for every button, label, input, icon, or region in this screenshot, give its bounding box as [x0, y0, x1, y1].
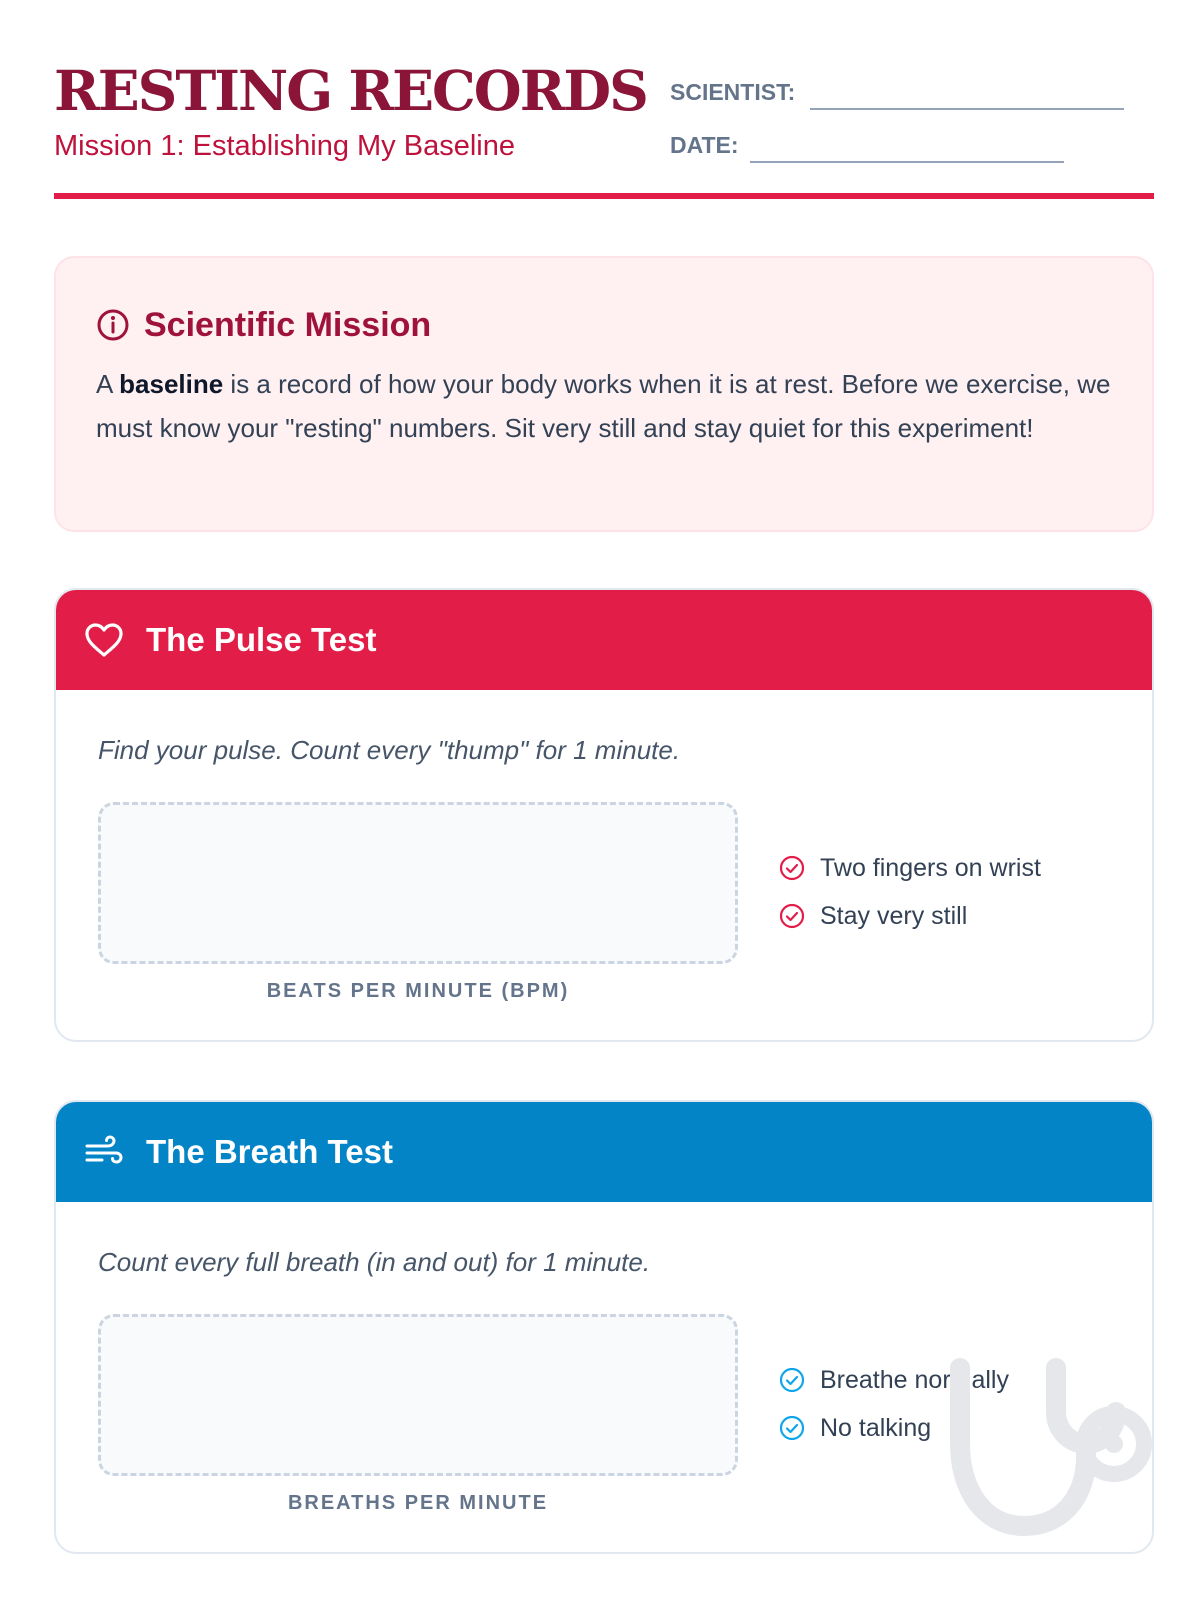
mission-box: [54, 256, 1154, 532]
pulse-test-title: The Pulse Test: [146, 621, 377, 658]
pulse-test-card: [54, 588, 1154, 1042]
pulse-instruction: Find your pulse. Count every "thump" for 1 minute.: [98, 735, 681, 765]
page-subtitle: Mission 1: Establishing My Baseline: [54, 130, 515, 162]
breaths-entry-box[interactable]: [98, 1314, 738, 1476]
tip-text: Breathe normally: [820, 1365, 1009, 1394]
check-circle-icon: [778, 902, 806, 930]
check-circle-icon: [778, 1366, 806, 1394]
date-field[interactable]: [750, 161, 1064, 163]
tip-text: Stay very still: [820, 901, 968, 930]
tip-item: [778, 852, 1138, 884]
scientist-label: SCIENTIST:: [670, 79, 796, 105]
baseline-term: baseline: [119, 369, 224, 399]
mission-text: A baseline is a record of how your body works when it is at rest. Before we exercise, we must know your "resting" numbers. Sit very still and stay quiet for this experiment!: [96, 369, 1111, 443]
mission-title: Scientific Mission: [144, 306, 432, 344]
wind-icon: [84, 1134, 124, 1170]
bpm-label: BEATS PER MINUTE (BPM): [266, 980, 570, 1002]
tip-text: No talking: [820, 1413, 932, 1442]
info-circle-icon: [96, 308, 130, 342]
pulse-tips: [778, 852, 1138, 948]
header-divider: [54, 193, 1154, 199]
date-label: DATE:: [670, 132, 739, 158]
page-title: RESTING RECORDS: [54, 58, 647, 123]
stethoscope-icon: [946, 1354, 1156, 1550]
bpm-entry-box[interactable]: [98, 802, 738, 964]
heart-icon: [84, 622, 124, 658]
breath-instruction: Count every full breath (in and out) for 1 minute.: [98, 1247, 651, 1277]
page-header: [54, 54, 1154, 200]
check-circle-icon: [778, 1414, 806, 1442]
breath-test-header: [56, 1102, 1152, 1202]
scientist-field[interactable]: [810, 108, 1124, 110]
breaths-label: BREATHS PER MINUTE: [287, 1492, 549, 1514]
breath-test-title: The Breath Test: [146, 1133, 393, 1170]
check-circle-icon: [778, 854, 806, 882]
tip-text: Two fingers on wrist: [820, 853, 1041, 882]
pulse-test-header: [56, 590, 1152, 690]
tip-item: [778, 900, 1138, 932]
